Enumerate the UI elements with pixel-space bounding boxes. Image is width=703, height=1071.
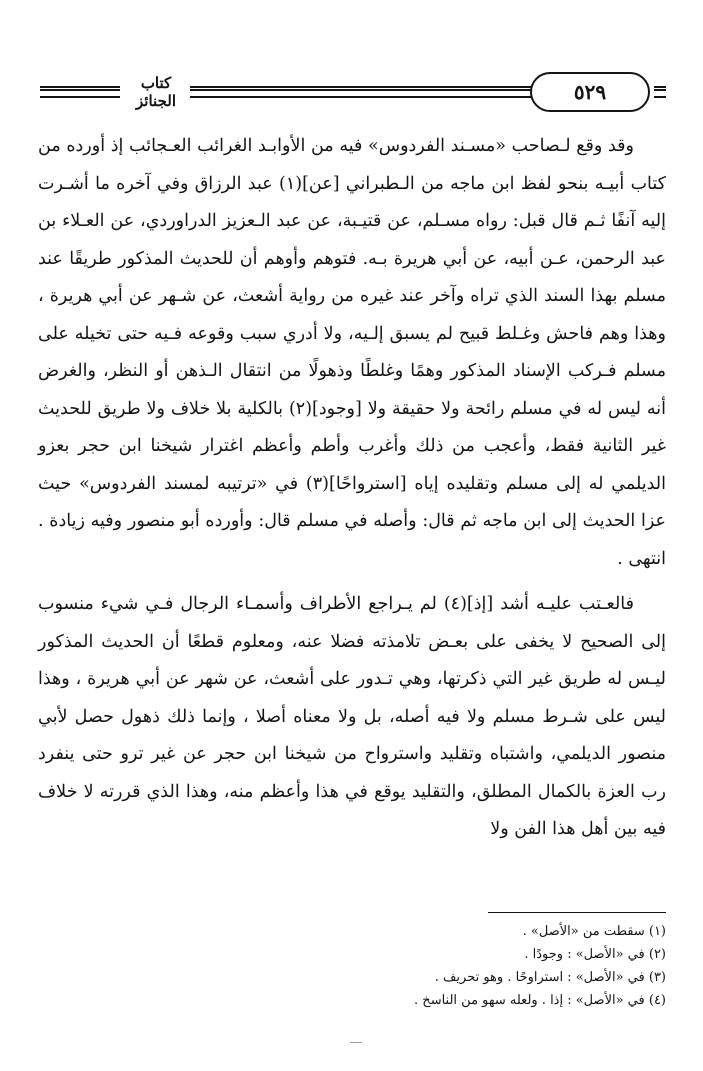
paragraph-text: فالعـتب عليـه أشد [إذ](٤) لم يـراجع الأطراف وأسمـاء الرجال فـي شيء منسوب إلى الصحيح لا يخفى على بعـض تلامذته فضلا عنه، ومعلوم قطعًا أن الحديث المذكور ليـس له طريق غير التي ذكرتها، وهي تـدور على أشعث، عن شهر عن أبي هريرة ، وهذا ليس على شـرط مسلم ولا فيه أصله، بل ولا معناه أصلا ، وإنما ذلك ذهول حصل لأبي منصور الديلمي، واشتباه وتقليد واسترواح من شيخنا ابن حجر عن غير ترو حتى ينفرد رب العزة بالكمال المطلق، والتقليد يوقع في هذا وأعظم منه، وهذا الذي قررته لا خلاف فيه بين أهل هذا الفن ولا: [38, 594, 666, 839]
footnotes: [300, 920, 666, 1012]
paragraph-text: وقد وقع لـصاحب «مسـند الفردوس» فيه من الأوابـد الغرائب العـجائب إذ أورده من كتاب أبيـه بنحو لفظ ابن ماجه من الـطبراني [عن](١) عبد الرزاق وفي آخره ما أشـرت إليه آنفًا ثـم قال قبل: رواه مسـلم، عن قتيـبة، عن عبد الـعزيز الدراوردي، عن العـلاء بن عبد الرحمن، عـن أبيه، عن أبي هريرة بـه. فتوهم وأوهم أن للحديث المذكور طريقًا عند مسلم بهذا السند الذي تراه وآخر عند غيره من رواية أشعث، عن شـهر عن أبي هريرة ، وهذا وهم فاحش وغـلط قبيح لم يسبق إلـيه، ولا أدري سبب وقوعه فـيه حتى تخيله على مسلم فـركب الإسناد المذكور وهمًا وغلطًا وذهولًا من انتقال الـذهن أو النظر، والغرض أنه ليس له في مسلم رائحة ولا حقيقة ولا [وجود](٢) بالكلية بلا خلاف ولا طريق للحديث غير الثانية فقط، وأعجب من ذلك وأغرب وأطم وأعظم اغترار شيخنا ابن حجر بعزو الديلمي له إلى مسلم وتقليده إياه [استرواحًا](٣) في «ترتيبه لمسند الفردوس» حيث عزا الحديث إلى ابن ماجه ثم قال: وأصله في مسلم قال: وأورده أبو منصور وفيه زيادة . انتهى .: [38, 136, 667, 569]
scan-mark: [350, 1042, 362, 1043]
footnote: (١) سقطت من «الأصل» .: [522, 924, 666, 939]
footnote: (٤) في «الأصل» : إذا . ولعله سهو من الناسخ .: [414, 993, 666, 1008]
footnote: (٣) في «الأصل» : استراوحًا . وهو تحريف .: [434, 970, 666, 985]
page-header: [40, 68, 666, 118]
chapter-title: كتاب الجنائز: [136, 74, 176, 110]
page-number: ٥٢٩: [530, 72, 650, 112]
header-rule-right: [654, 86, 666, 98]
paragraph: [38, 128, 666, 578]
main-text: [38, 128, 666, 849]
paragraph: [38, 586, 666, 849]
footnote-separator: [488, 912, 666, 913]
header-rule-middle: [190, 86, 560, 98]
header-rule-left: [40, 86, 120, 98]
footnote: (٢) في «الأصل» : وجودًا .: [524, 947, 666, 962]
